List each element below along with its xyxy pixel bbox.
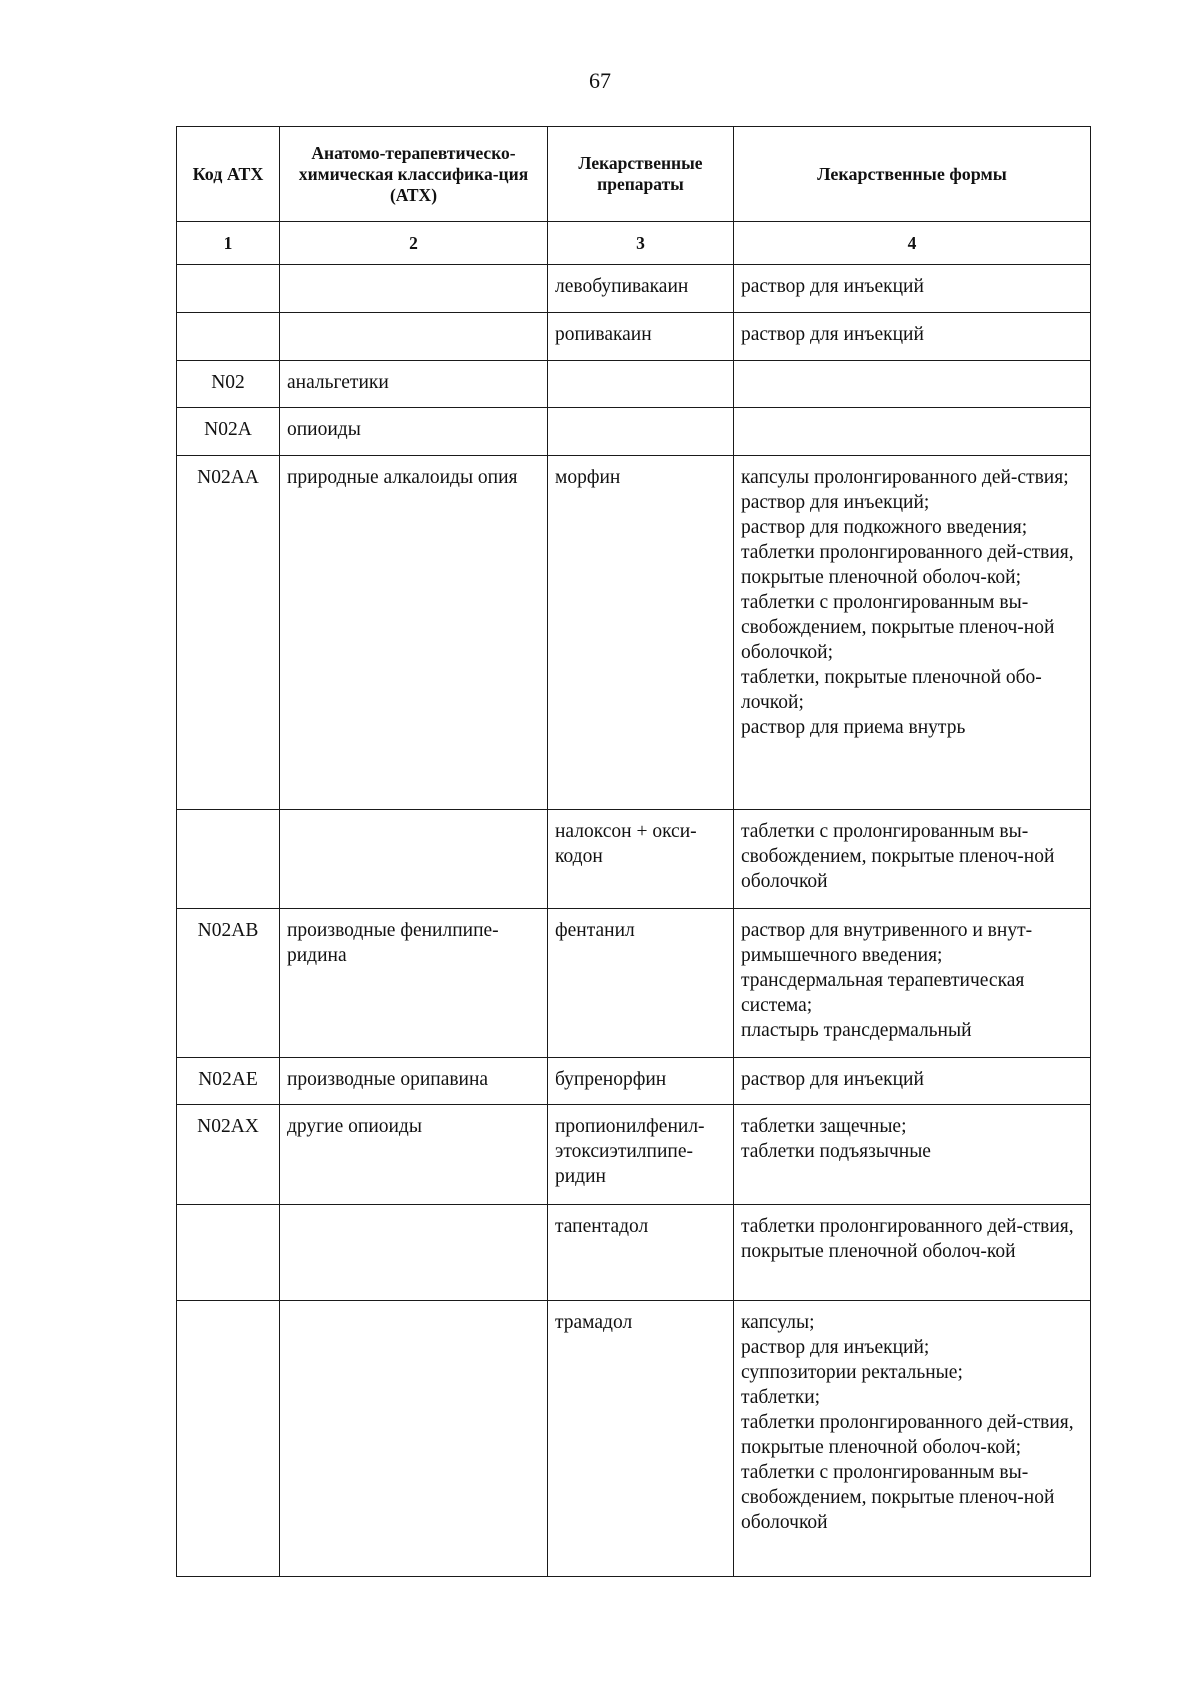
atx-class bbox=[280, 810, 548, 909]
table-row bbox=[177, 313, 1091, 361]
drug-forms: таблетки пролонгированного дей-ствия, покрытые пленочной оболоч-кой bbox=[734, 1205, 1091, 1301]
drug-forms: раствор для инъекций bbox=[734, 265, 1091, 313]
atx-code: N02A bbox=[177, 408, 280, 456]
header-code: Код АТХ bbox=[177, 127, 280, 222]
table-row bbox=[177, 265, 1091, 313]
atx-class: анальгетики bbox=[280, 361, 548, 408]
page-number: 67 bbox=[589, 68, 611, 93]
atx-code: N02AX bbox=[177, 1105, 280, 1205]
atx-code: N02AA bbox=[177, 456, 280, 810]
drug-forms: капсулы; раствор для инъекций; суппозитории ректальные; таблетки; таблетки пролонгированного дей-ствия, покрытые пленочной оболоч-кой; таблетки с пролонгированным вы-свобождением, покрытые пленоч-ной оболочкой bbox=[734, 1301, 1091, 1577]
table-row bbox=[177, 909, 1091, 1058]
column-number: 4 bbox=[734, 222, 1091, 265]
table-row bbox=[177, 1205, 1091, 1301]
header-row bbox=[177, 127, 1091, 222]
atx-class: производные орипавина bbox=[280, 1058, 548, 1105]
drug-forms: капсулы пролонгированного дей-ствия; раствор для инъекций; раствор для подкожного введения; таблетки пролонгированного дей-ствия, покрытые пленочной оболоч-кой; таблетки с пролонгированным вы-свобождением, покрытые пленоч-ной оболочкой; таблетки, покрытые пленочной обо-лочкой; раствор для приема внутрь bbox=[734, 456, 1091, 810]
drug-forms: раствор для инъекций bbox=[734, 313, 1091, 361]
atx-class: другие опиоиды bbox=[280, 1105, 548, 1205]
table-header bbox=[177, 127, 1091, 265]
drug-name bbox=[548, 361, 734, 408]
atx-code bbox=[177, 1301, 280, 1577]
drug-forms bbox=[734, 361, 1091, 408]
atx-class bbox=[280, 1301, 548, 1577]
drug-name: ропивакаин bbox=[548, 313, 734, 361]
table-row bbox=[177, 810, 1091, 909]
column-number: 2 bbox=[280, 222, 548, 265]
table-row bbox=[177, 1058, 1091, 1105]
drug-name: левобупивакаин bbox=[548, 265, 734, 313]
column-number: 3 bbox=[548, 222, 734, 265]
atx-code: N02AE bbox=[177, 1058, 280, 1105]
drug-name: налоксон + окси-кодон bbox=[548, 810, 734, 909]
column-number-row bbox=[177, 222, 1091, 265]
table-row bbox=[177, 361, 1091, 408]
table-row bbox=[177, 408, 1091, 456]
atx-class: природные алкалоиды опия bbox=[280, 456, 548, 810]
drug-forms: таблетки с пролонгированным вы-свобождением, покрытые пленоч-ной оболочкой bbox=[734, 810, 1091, 909]
table-row bbox=[177, 1301, 1091, 1577]
atx-code: N02 bbox=[177, 361, 280, 408]
table-row bbox=[177, 456, 1091, 810]
column-number: 1 bbox=[177, 222, 280, 265]
drug-forms: раствор для инъекций bbox=[734, 1058, 1091, 1105]
drug-forms: раствор для внутривенного и внут-римышечного введения; трансдермальная терапевтическая система; пластырь трансдермальный bbox=[734, 909, 1091, 1058]
header-forms: Лекарственные формы bbox=[734, 127, 1091, 222]
table-body bbox=[177, 265, 1091, 1577]
drug-name: пропионилфенил-этоксиэтилпипе-ридин bbox=[548, 1105, 734, 1205]
drug-name: тапентадол bbox=[548, 1205, 734, 1301]
atx-code: N02AB bbox=[177, 909, 280, 1058]
atx-code bbox=[177, 265, 280, 313]
drug-name: морфин bbox=[548, 456, 734, 810]
drug-forms bbox=[734, 408, 1091, 456]
atx-class bbox=[280, 313, 548, 361]
atx-class bbox=[280, 265, 548, 313]
header-classification: Анатомо-терапевтическо-химическая классифика-ция (АТХ) bbox=[280, 127, 548, 222]
atx-class: производные фенилпипе-ридина bbox=[280, 909, 548, 1058]
drug-name: трамадол bbox=[548, 1301, 734, 1577]
header-drugs: Лекарственные препараты bbox=[548, 127, 734, 222]
drug-name: бупренорфин bbox=[548, 1058, 734, 1105]
drug-name: фентанил bbox=[548, 909, 734, 1058]
atx-code bbox=[177, 313, 280, 361]
atx-code bbox=[177, 1205, 280, 1301]
drug-forms: таблетки защечные; таблетки подъязычные bbox=[734, 1105, 1091, 1205]
drug-name bbox=[548, 408, 734, 456]
atx-class: опиоиды bbox=[280, 408, 548, 456]
table-row bbox=[177, 1105, 1091, 1205]
atx-class bbox=[280, 1205, 548, 1301]
atx-table bbox=[176, 126, 1091, 1577]
atx-code bbox=[177, 810, 280, 909]
